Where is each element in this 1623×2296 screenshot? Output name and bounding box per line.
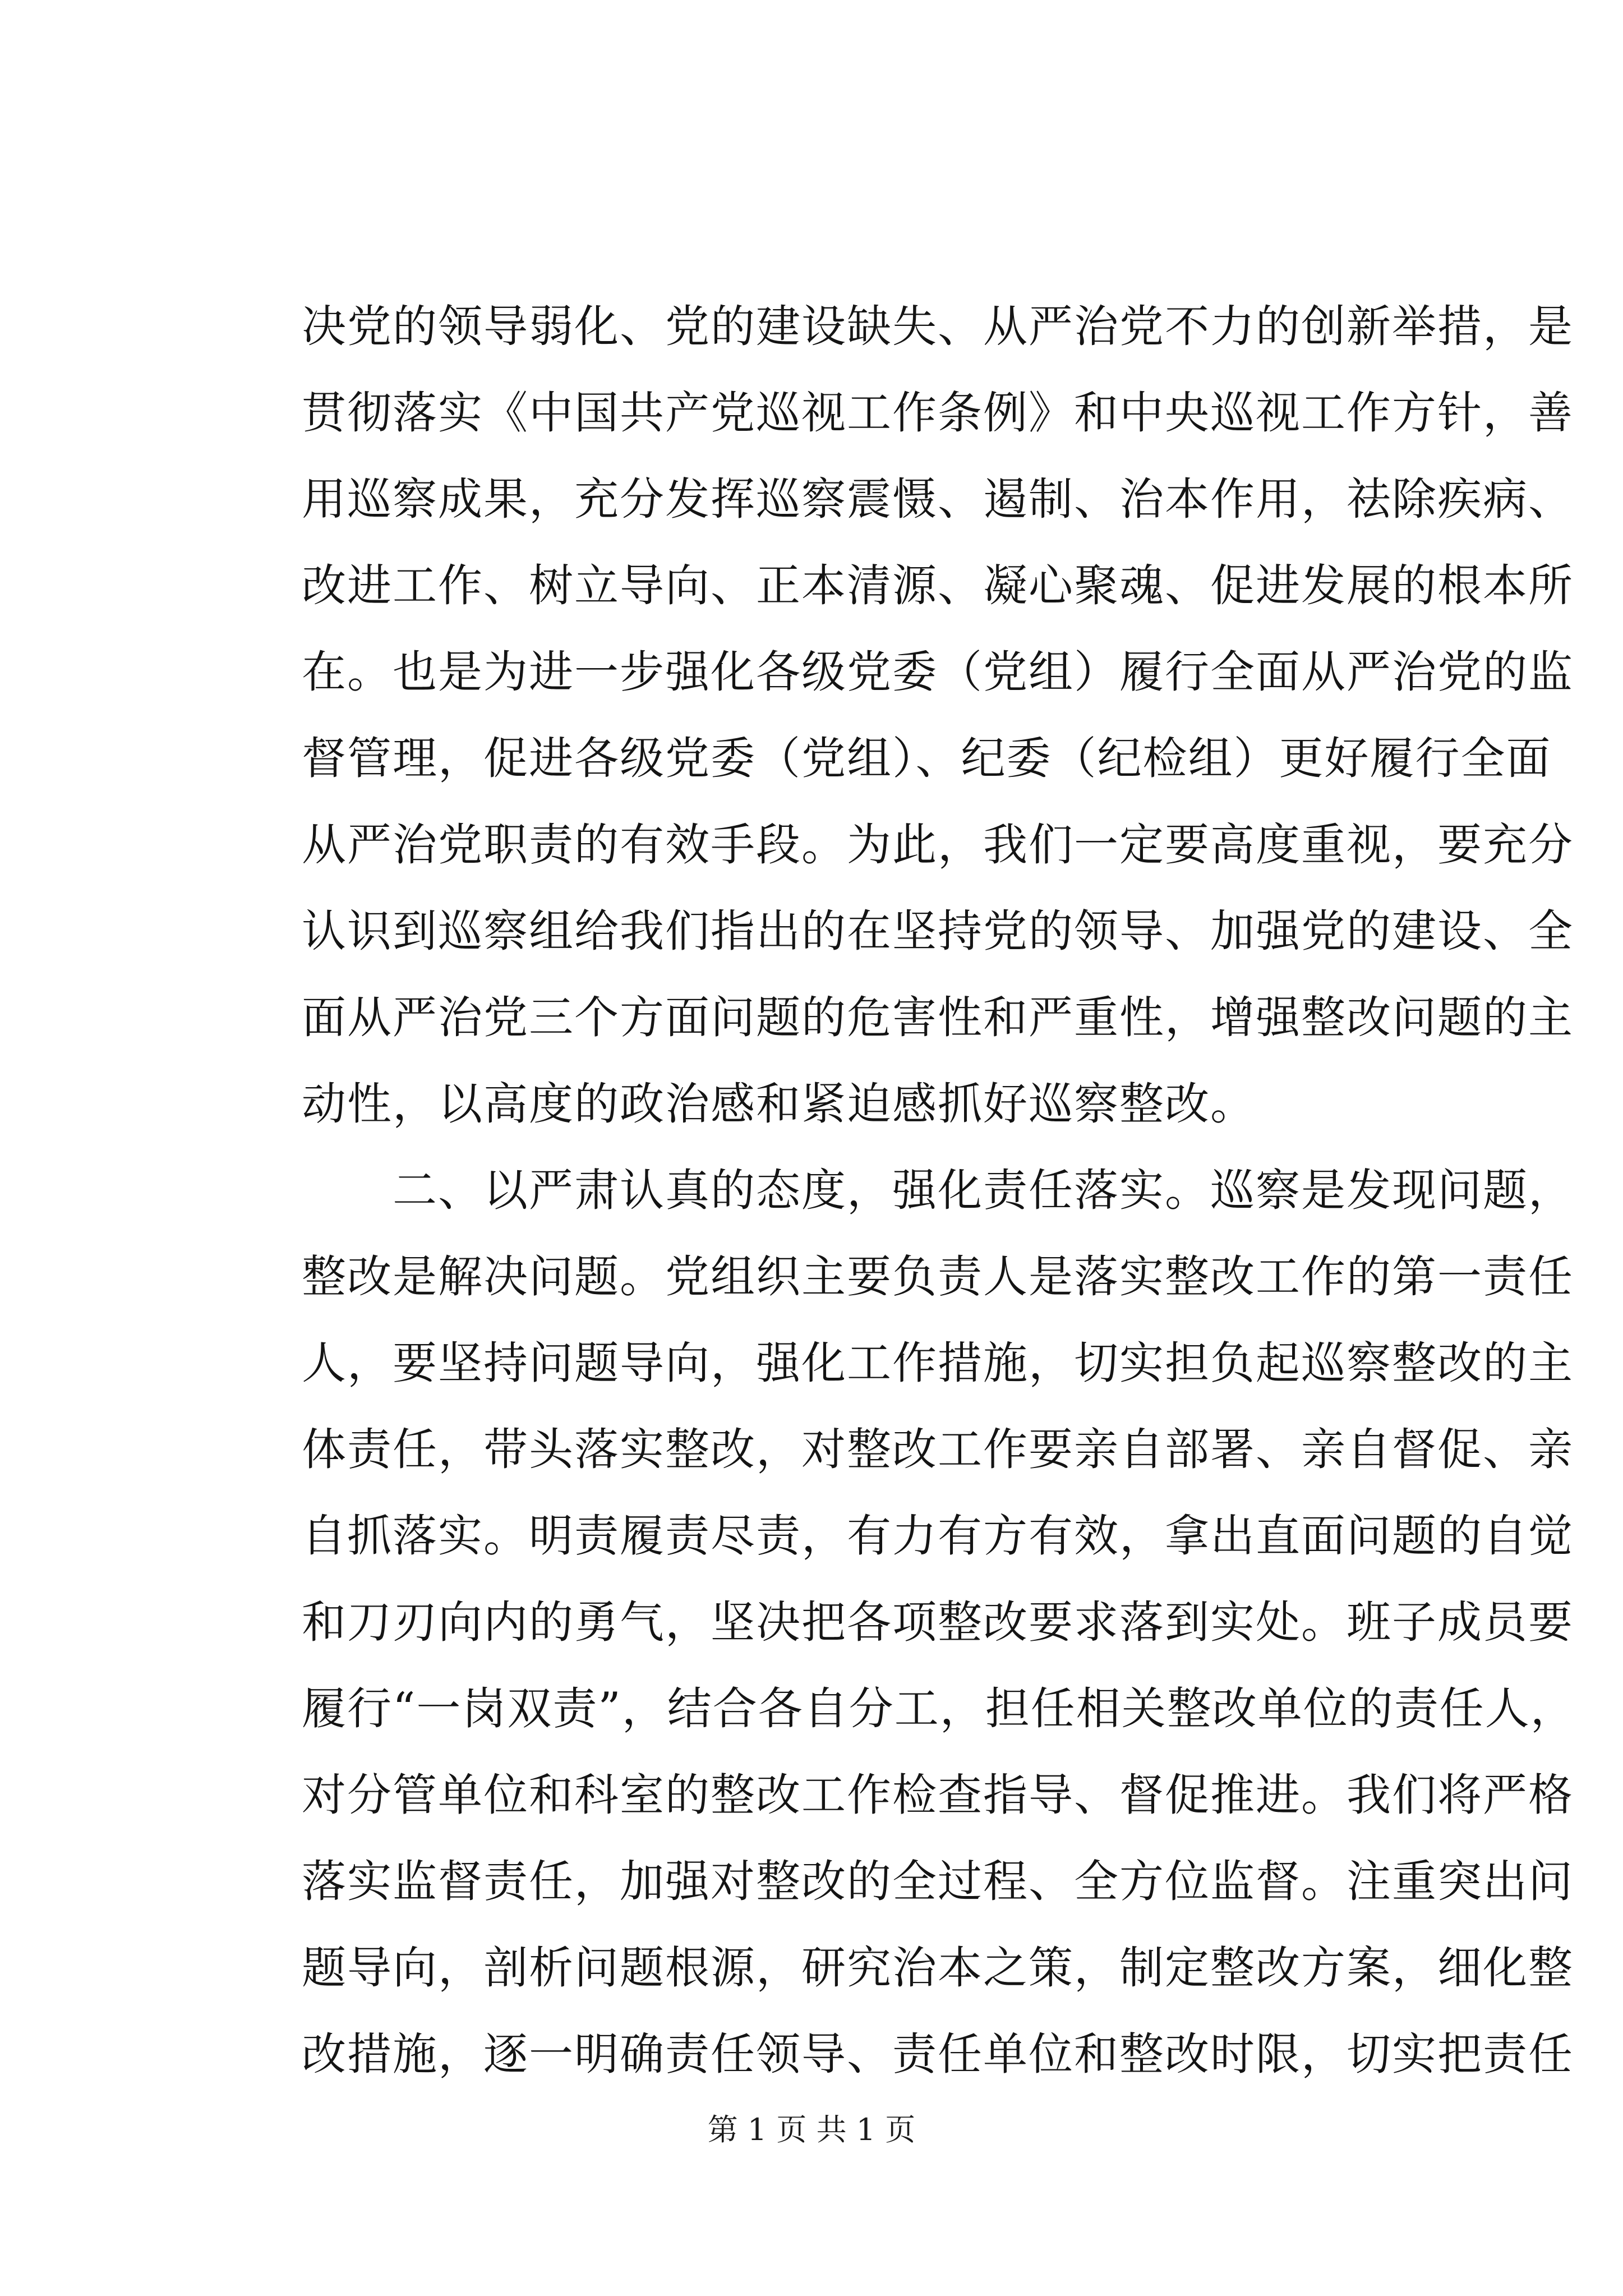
paragraph-2-line-11: 改措施，逐一明确责任领导、责任单位和整改时限，切实把责任 <box>302 2028 1574 2080</box>
paragraph-2-line-6: 和刀刃向内的勇气，坚决把各项整改要求落到实处。班子成员要 <box>302 1596 1574 1648</box>
paragraph-1-line-2: 贯彻落实《中国共产党巡视工作条例》和中央巡视工作方针，善 <box>302 387 1574 439</box>
paragraph-2-line-1: 二、以严肃认真的态度，强化责任落实。巡察是发现问题， <box>393 1165 1574 1216</box>
paragraph-2-line-3: 人，要坚持问题导向，强化工作措施，切实担负起巡察整改的主 <box>302 1337 1574 1389</box>
paragraph-2-line-8: 对分管单位和科室的整改工作检查指导、督促推进。我们将严格 <box>302 1769 1574 1821</box>
paragraph-1-line-9: 面从严治党三个方面问题的危害性和严重性，增强整改问题的主 <box>302 992 1574 1043</box>
paragraph-2-line-10: 题导向，剖析问题根源，研究治本之策，制定整改方案，细化整 <box>302 1942 1574 1994</box>
paragraph-1-line-3: 用巡察成果，充分发挥巡察震慑、遏制、治本作用，祛除疾病、 <box>302 473 1574 525</box>
paragraph-2-line-5: 自抓落实。明责履责尽责，有力有方有效，拿出直面问题的自觉 <box>302 1510 1574 1562</box>
page-footer: 第 1 页 共 1 页 <box>707 2112 916 2147</box>
paragraph-1-line-8: 认识到巡察组给我们指出的在坚持党的领导、加强党的建设、全 <box>302 905 1574 957</box>
paragraph-1-line-4: 改进工作、树立导向、正本清源、凝心聚魂、促进发展的根本所 <box>302 560 1574 611</box>
document-body <box>302 283 1576 2097</box>
paragraph-2-line-4: 体责任，带头落实整改，对整改工作要亲自部署、亲自督促、亲 <box>302 1424 1574 1475</box>
paragraph-2-line-9: 落实监督责任，加强对整改的全过程、全方位监督。注重突出问 <box>302 1856 1574 1907</box>
paragraph-1-line-10: 动性，以高度的政治感和紧迫感抓好巡察整改。 <box>302 1078 1256 1130</box>
paragraph-2-line-2: 整改是解决问题。党组织主要负责人是落实整改工作的第一责任 <box>302 1251 1574 1303</box>
paragraph-2-line-7: 履行“一岗双责”，结合各自分工，担任相关整改单位的责任人， <box>302 1683 1576 1734</box>
paragraph-1-line-5: 在。也是为进一步强化各级党委（党组）履行全面从严治党的监 <box>302 646 1574 698</box>
paragraph-1-line-6: 督管理，促进各级党委（党组）、纪委（纪检组）更好履行全面 <box>302 733 1552 784</box>
paragraph-1-line-1: 决党的领导弱化、党的建设缺失、从严治党不力的创新举措，是 <box>302 301 1574 352</box>
paragraph-1-line-7: 从严治党职责的有效手段。为此，我们一定要高度重视，要充分 <box>302 819 1574 871</box>
